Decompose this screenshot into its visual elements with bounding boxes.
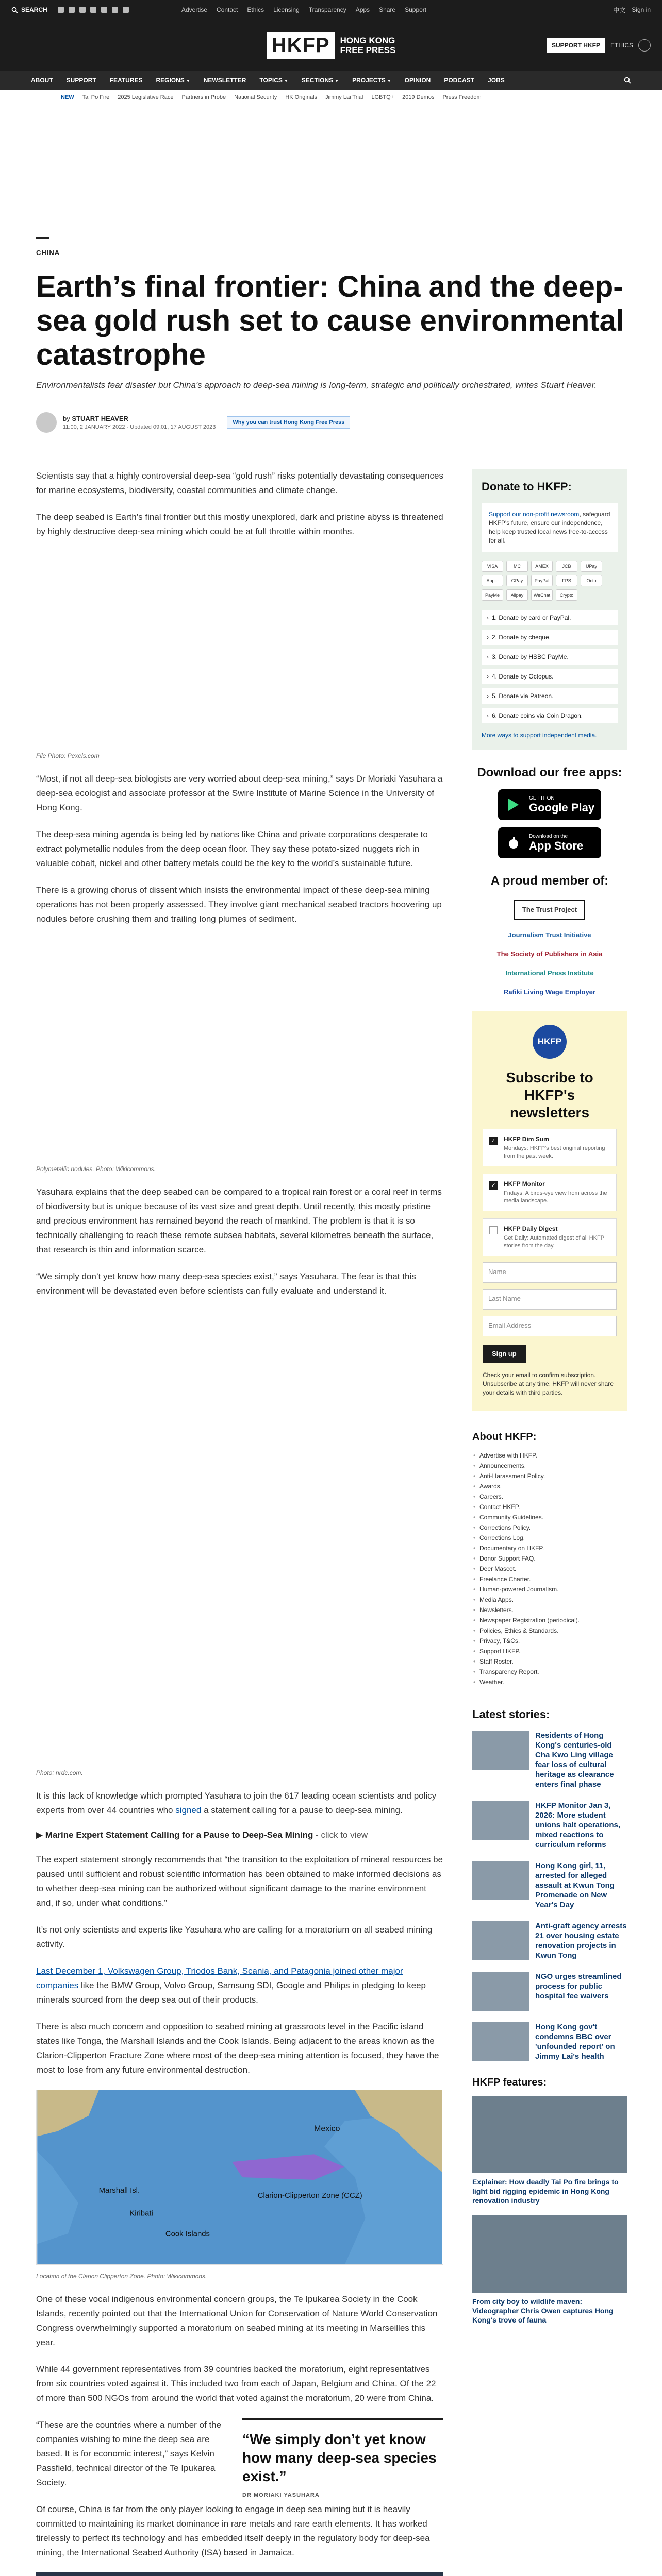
trending-link[interactable]: 2019 Demos — [402, 94, 435, 100]
more-ways-link[interactable]: More ways to support independent media. — [482, 732, 597, 739]
newsletter-logo: HKFP — [533, 1025, 567, 1059]
nav-label: SECTIONS — [301, 77, 334, 84]
utility-link[interactable]: Share — [379, 6, 396, 13]
about-list — [472, 1450, 627, 1687]
search-label: SEARCH — [21, 6, 47, 13]
trending-link[interactable]: HK Originals — [285, 94, 318, 100]
trust-promo-button[interactable]: Why you can trust Hong Kong Free Press — [227, 416, 350, 429]
member-logo[interactable] — [472, 900, 627, 920]
paragraph: “These are the countries where a number of the companies wishing to mine the deep sea are based. It is for economic interest,” says Kelvin Passfield, technical director of the Te Ipukarea Society. — [36, 2420, 222, 2487]
story-thumbnail[interactable] — [472, 1921, 529, 1960]
about-link[interactable]: • Support HKFP. — [472, 1646, 627, 1656]
article-title: Earth’s final frontier: China and the deep-sea gold rush set to cause environmental catastrophe — [36, 270, 624, 371]
story-title[interactable]: NGO urges streamlined process for public hospital fee waivers — [535, 1972, 622, 2001]
newsletter-option[interactable] — [483, 1174, 617, 1211]
payment-logo: Apple — [482, 575, 503, 586]
paragraph: Scientists say that a highly controversial deep-sea “gold rush” risks potentially devastating consequences for marine ecosystems, biodiversity, coastal communities and climate change. — [36, 471, 443, 495]
story-title[interactable]: Hong Kong gov't condemns BBC over 'unfounded report' on Jimmy Lai's health — [535, 2023, 615, 2061]
member-logo-text: Journalism Trust Initiative — [508, 931, 591, 939]
story-item[interactable] — [472, 1731, 627, 1789]
article-body — [36, 469, 443, 2576]
utility-link[interactable]: Advertise — [181, 6, 208, 13]
about-link[interactable]: • Media Apps. — [472, 1595, 627, 1605]
article-image — [36, 1311, 443, 1764]
member-logo-text: Rafiki Living Wage Employer — [504, 988, 595, 996]
utility-link[interactable]: Contact — [217, 6, 238, 13]
protest-photo — [36, 2572, 443, 2576]
member-title: A proud member of: — [490, 874, 609, 888]
store-big: App Store — [529, 839, 584, 852]
donate-option[interactable] — [482, 649, 618, 665]
payment-logos — [482, 561, 618, 601]
search-icon[interactable] — [624, 77, 631, 84]
member-logo[interactable] — [472, 931, 627, 939]
donate-option[interactable] — [482, 669, 618, 684]
social-icons — [58, 7, 129, 13]
story-thumbnail[interactable] — [472, 2022, 529, 2061]
about-link[interactable]: • Human-powered Journalism. — [472, 1584, 627, 1595]
story-item[interactable] — [472, 1861, 627, 1910]
member-logo[interactable] — [472, 988, 627, 996]
paragraph: Of course, China is far from the only player looking to engage in deep sea mining but it is heavily committed to maintaining its market dominance in rare metals and rare earth elements. It has worked tirelessly to perfect its technology and has embedded itself deeply in the regulatory body for deep-sea mining, the International Seabed Authority (ISA) based in Jamaica. — [36, 2504, 430, 2557]
payment-logo: JCB — [556, 561, 577, 572]
chevron-down-icon: ▼ — [186, 79, 190, 83]
nav-item[interactable]: FEATURES — [109, 77, 143, 84]
about-link[interactable]: • Announcements. — [472, 1461, 627, 1471]
support-hkfp-button[interactable]: SUPPORT HKFP — [547, 38, 605, 53]
story-title[interactable]: HKFP Monitor Jan 3, 2026: More student unions halt operations, mixed reactions to curriculum reforms — [535, 1801, 621, 1849]
story-thumbnail[interactable] — [472, 1861, 529, 1900]
newsletter-name: HKFP Dim Sum — [504, 1136, 549, 1143]
checkbox-checked-icon[interactable]: ✓ — [489, 1181, 498, 1190]
utility-link[interactable]: Ethics — [247, 6, 264, 13]
top-bar — [0, 0, 662, 20]
paragraph: The expert statement strongly recommends that “the transition to the exploitation of mineral resources be paused until sufficient and robust scientific information has been obtained to make informed decisions as to whether deep-sea mining can be authorized without significant damage to the marine environment and, if so, under what conditions.” — [36, 1855, 443, 1908]
newsletter-option[interactable] — [483, 1129, 617, 1166]
donate-options — [482, 610, 618, 723]
chevron-down-icon: ▼ — [387, 79, 391, 83]
twitter-icon[interactable] — [58, 7, 64, 13]
logo-text — [340, 36, 396, 55]
rss-icon[interactable] — [123, 7, 129, 13]
payment-logo: PayPal — [531, 575, 553, 586]
paragraph: “We simply don’t yet know how many deep-sea species exist,” says Yasuhara. The fear is that this environment will be devastated even before scientists can fully evaluate and understand it. — [36, 1272, 416, 1296]
paragraph — [36, 1964, 443, 2007]
about-link[interactable]: • Donor Support FAQ. — [472, 1553, 627, 1564]
statement-title: Marine Expert Statement Calling for a Pause to Deep-Sea Mining — [45, 1830, 313, 1840]
article-image — [36, 551, 443, 747]
about-link[interactable]: • Policies, Ethics & Standards. — [472, 1625, 627, 1636]
nav-item[interactable]: SUPPORT — [66, 77, 96, 84]
newsletter-name: HKFP Monitor — [504, 1180, 545, 1188]
search-button[interactable] — [11, 6, 47, 13]
payment-logo: Alipay — [506, 589, 528, 601]
nav-label: TOPICS — [259, 77, 283, 84]
donate-option-label: 6. Donate coins via Coin Dragon. — [492, 712, 583, 719]
paragraph: There is also much concern and opposition to seabed mining at grassroots level in the Pacific island states like Tonga, the Marshall Islands and the Cook Islands. Being adjacent to the areas known as the Clarion-Clipperton Fracture Zone where most of the deep-sea mining attention is focused, they have the most to lose from any future environmental destruction. — [36, 2022, 439, 2075]
trending-link[interactable]: Press Freedom — [442, 94, 482, 100]
story-title[interactable]: Residents of Hong Kong's centuries-old Cha Kwo Ling village fear loss of cultural heritage as clearance enters final phase — [535, 1731, 614, 1789]
instagram-icon[interactable] — [79, 7, 86, 13]
language-switch[interactable]: 中文 — [613, 6, 626, 14]
signed-link[interactable]: signed — [175, 1805, 202, 1815]
map-label: Clarion-Clipperton Zone (CCZ) — [257, 2191, 362, 2200]
payment-logo: WeChat — [531, 589, 553, 601]
trending-link[interactable]: 2025 Legislative Race — [118, 94, 174, 100]
donate-option-label: 5. Donate via Patreon. — [492, 692, 554, 700]
about-link[interactable]: • Transparency Report. — [472, 1667, 627, 1677]
logo-line-2: FREE PRESS — [340, 45, 396, 55]
logo-mark: HKFP — [267, 32, 335, 59]
name-field[interactable]: Name — [483, 1262, 617, 1283]
map-label: Mexico — [314, 2124, 340, 2133]
utility-links — [181, 6, 613, 13]
byline — [0, 412, 662, 433]
feature-image[interactable] — [472, 2096, 627, 2173]
payment-logo: AMEX — [531, 561, 553, 572]
about-link[interactable]: • Corrections Log. — [472, 1533, 627, 1543]
payment-logo: MC — [506, 561, 528, 572]
donate-option[interactable] — [482, 610, 618, 625]
member-logo[interactable] — [472, 969, 627, 977]
donate-option-label: 4. Donate by Octopus. — [492, 673, 554, 680]
story-item[interactable] — [472, 2022, 627, 2061]
newsletter-option[interactable] — [483, 1218, 617, 1256]
story-thumbnail[interactable] — [472, 1731, 529, 1770]
feature-item[interactable] — [472, 2096, 627, 2205]
checkbox-icon[interactable] — [489, 1226, 498, 1234]
map-label: Marshall Isl. — [98, 2186, 140, 2195]
google-play-button[interactable] — [498, 789, 601, 820]
logo-line-1: HONG KONG — [340, 36, 395, 45]
about-link[interactable]: • Weather. — [472, 1677, 627, 1687]
trending-link[interactable]: Jimmy Lai Trial — [325, 94, 363, 100]
new-label: NEW — [61, 94, 74, 100]
ethics-link[interactable]: ETHICS — [610, 42, 633, 49]
latest-stories — [472, 1708, 627, 2061]
member-logo[interactable] — [472, 950, 627, 958]
features-title: HKFP features: — [472, 2077, 547, 2088]
features-list — [472, 2096, 627, 2325]
google-play-icon — [506, 798, 521, 812]
donate-option-label: 3. Donate by HSBC PayMe. — [492, 653, 569, 660]
about-link[interactable]: • Freelance Charter. — [472, 1574, 627, 1584]
paragraph: The deep seabed is Earth’s final frontier but this mostly unexplored, dark and pristine abyss is threatened by highly destructive deep-sea mining which could be at full throttle within months. — [36, 512, 443, 536]
store-small: Download on the — [529, 833, 568, 839]
nav-item-topics[interactable] — [259, 77, 288, 84]
about-link[interactable]: • Careers. — [472, 1492, 627, 1502]
payment-logo: VISA — [482, 561, 503, 572]
utility-link[interactable]: Apps — [355, 6, 370, 13]
story-item[interactable] — [472, 1972, 627, 2011]
story-title[interactable]: Anti-graft agency arrests 21 over housing estate renovation projects in Kwun Tong — [535, 1922, 627, 1960]
text: a statement calling for a pause to deep-sea mining. — [201, 1805, 403, 1815]
feature-item[interactable] — [472, 2215, 627, 2325]
utility-link[interactable]: Transparency — [308, 6, 346, 13]
nav-item-regions[interactable] — [156, 77, 190, 84]
apps-title: Download our free apps: — [477, 766, 622, 779]
map-label: Kiribati — [129, 2209, 153, 2218]
newsletter-name: HKFP Daily Digest — [504, 1225, 558, 1232]
about-link[interactable]: • Newspaper Registration (periodical). — [472, 1615, 627, 1625]
trending-bar — [0, 90, 662, 105]
author-name[interactable]: STUART HEAVER — [72, 415, 128, 422]
author-avatar — [36, 412, 57, 433]
map-label: Cook Islands — [165, 2230, 210, 2239]
text: like the BMW Group, Volvo Group, Samsung SDI, Google and Philips in pledging to keep minerals sourced from the deep sea out of their products. — [36, 1980, 426, 2005]
about-link[interactable]: • Newsletters. — [472, 1605, 627, 1615]
threads-icon[interactable] — [90, 7, 96, 13]
nav-item-projects[interactable] — [352, 77, 391, 84]
email-icon[interactable] — [112, 7, 118, 13]
pull-quote-attribution: DR MORIAKI YASUHARA — [242, 2492, 320, 2498]
donate-blurb — [482, 503, 618, 552]
image-caption: Location of the Clarion Clipperton Zone. Photo: Wikicommons. — [36, 2273, 207, 2280]
arrow-right-icon: › — [487, 673, 489, 680]
arrow-right-icon: › — [487, 634, 489, 641]
about-link[interactable]: • Corrections Policy. — [472, 1522, 627, 1533]
story-title[interactable]: Hong Kong girl, 11, arrested for alleged assault at Kwun Tong Promenade on New Year's Day — [535, 1861, 615, 1909]
about-link[interactable]: • Contact HKFP. — [472, 1502, 627, 1512]
store-big: Google Play — [529, 801, 595, 814]
utility-link[interactable]: Licensing — [273, 6, 300, 13]
paragraph — [36, 1789, 443, 1818]
newsletter-desc: Get Daily: Automated digest of all HKFP stories from the day. — [504, 1235, 604, 1249]
payment-logo: UPay — [581, 561, 602, 572]
about-link[interactable]: • Anti-Harassment Policy. — [472, 1471, 627, 1481]
about-link[interactable]: • Documentary on HKFP. — [472, 1543, 627, 1553]
companies-link[interactable]: Last December 1, Volkswagen Group, Triodos Bank, Scania, and Patagonia joined other major companies — [36, 1966, 403, 1990]
paragraph: While 44 government representatives from 39 countries backed the moratorium, eight representatives from six countries voted against it. This included two from each of Japan, Belgium and China. Of the 22 of more than 500 NGOs from around the world that voted against the moratorium, 20 were from China. — [36, 2364, 436, 2403]
about-link[interactable]: • Staff Roster. — [472, 1656, 627, 1667]
site-header — [0, 20, 662, 71]
image-caption: Polymetallic nodules. Photo: Wikicommons. — [36, 1165, 156, 1173]
member-logo-text: The Trust Project — [514, 900, 585, 920]
feature-title[interactable]: From city boy to wildlife maven: Videographer Chris Owen captures Hong Kong's trove of fauna — [472, 2297, 614, 2324]
email-field[interactable]: Email Address — [483, 1316, 617, 1336]
paragraph: One of these vocal indigenous environmental concern groups, the Te Ipukarea Society in the Cook Islands, recently pointed out that the International Union for Conservation of Nature World Conservation Congress overwhelmingly supported a moratorium on seabed mining at its meeting in Marseilles this year. — [36, 2294, 438, 2347]
nav-item[interactable]: PODCAST — [444, 77, 475, 84]
app-store-button[interactable] — [498, 827, 601, 858]
about-link[interactable]: • Advertise with HKFP. — [472, 1450, 627, 1461]
byline-prefix: by — [63, 415, 70, 422]
payment-logo: GPay — [506, 575, 528, 586]
about-title: About HKFP: — [472, 1431, 537, 1443]
utility-link[interactable]: Support — [405, 6, 427, 13]
chevron-down-icon: ▼ — [284, 79, 288, 83]
nav-item[interactable]: OPINION — [404, 77, 431, 84]
nav-item[interactable]: JOBS — [488, 77, 505, 84]
sidebar — [472, 469, 627, 2335]
quote-section — [36, 2418, 443, 2502]
payment-logo: Octo — [581, 575, 602, 586]
youtube-icon[interactable] — [101, 7, 107, 13]
trending-link[interactable]: National Security — [234, 94, 277, 100]
store-small: GET IT ON — [529, 795, 555, 801]
paragraph: “Most, if not all deep-sea biologists are very worried about deep-sea mining,” says Dr Moriaki Yasuhara a deep-sea ecologist and associate professor at the Swire Institute of Marine Science in the University of Hong Kong. — [36, 774, 443, 812]
last-name-field[interactable]: Last Name — [483, 1289, 617, 1310]
donate-option[interactable] — [482, 708, 618, 723]
about-link[interactable]: • Deer Mascot. — [472, 1564, 627, 1574]
statement-toggle[interactable]: ▶ Marine Expert Statement Calling for a Pause to Deep-Sea Mining - click to view — [36, 1830, 368, 1840]
arrow-right-icon: › — [487, 692, 489, 700]
pull-quote — [242, 2418, 443, 2502]
paragraph: It’s not only scientists and experts like Yasuhara who are calling for a moratorium on all seabed mining activity. — [36, 1925, 433, 1949]
image-caption: File Photo: Pexels.com — [36, 752, 100, 759]
article-image — [36, 939, 443, 1160]
paragraph: There is a growing chorus of dissent which insists the environmental impact of these deep-sea mining operations has not been properly assessed. They involve giant mechanical seabed tractors hoovering up nodules before crushing them and trailing long plumes of sediment. — [36, 885, 442, 924]
story-thumbnail[interactable] — [472, 1972, 529, 2011]
payment-logo: FPS — [556, 575, 577, 586]
story-item[interactable] — [472, 1921, 627, 1960]
nav-item[interactable]: ABOUT — [31, 77, 53, 84]
signin-link[interactable]: Sign in — [632, 6, 651, 13]
article-dates: 11:00, 2 JANUARY 2022 · Updated 09:01, 17 AUGUST 2023 — [63, 424, 216, 430]
article-header — [0, 237, 662, 392]
author — [63, 415, 216, 422]
donate-option-label: 2. Donate by cheque. — [492, 634, 551, 641]
latest-title: Latest stories: — [472, 1708, 550, 1721]
arrow-right-icon: › — [487, 614, 489, 621]
facebook-icon[interactable] — [69, 7, 75, 13]
article-lede: Environmentalists fear disaster but China's approach to deep-sea mining is long-term, strategic and politically orchestrated, writes Stuart Heaver. — [36, 380, 597, 390]
donate-title: Donate to HKFP: — [482, 480, 572, 493]
site-logo[interactable] — [267, 32, 396, 59]
nav-item-sections[interactable] — [302, 77, 339, 84]
arrow-right-icon: › — [487, 712, 489, 719]
donate-box — [472, 469, 627, 750]
about-link[interactable]: • Awards. — [472, 1481, 627, 1492]
story-item[interactable] — [472, 1801, 627, 1850]
member-logo-text: The Society of Publishers in Asia — [496, 950, 603, 958]
newsletter-desc: Fridays: A birds-eye view from across the media landscape. — [504, 1190, 607, 1204]
trending-link[interactable]: Partners in Probe — [181, 94, 226, 100]
statement-sub: - click to view — [313, 1830, 368, 1840]
payment-logo: PayMe — [482, 589, 503, 601]
trending-link[interactable]: Tai Po Fire — [82, 94, 110, 100]
text: It is this lack of knowledge which prompted Yasuhara to join the 617 leading ocean scientists and policy experts from over 44 countries who — [36, 1791, 437, 1815]
member-logo-text: International Press Institute — [505, 969, 594, 977]
newsletter-box — [472, 1011, 627, 1411]
arrow-right-icon: › — [487, 653, 489, 660]
main-nav — [0, 71, 662, 90]
nav-label: PROJECTS — [352, 77, 386, 84]
image-caption: Photo: nrdc.com. — [36, 1769, 83, 1776]
checkbox-checked-icon[interactable]: ✓ — [489, 1137, 498, 1145]
newsletter-desc: Mondays: HKFP's best original reporting from the past week. — [504, 1145, 605, 1159]
features-section — [472, 2077, 627, 2325]
apple-icon — [506, 836, 521, 850]
paragraph: Yasuhara explains that the deep seabed can be compared to a tropical rain forest or a coral reef in terms of biodiversity but is unique because of its vast size and great depth. Until recently, this mostly pristine and precious environment has remained beyond the reach of mankind. The problem is that it is so technically challenging to reach these remote subsea habitats, several kilometres beneath the surface, that research is thin and information scarce. — [36, 1187, 442, 1255]
kicker-rule — [36, 237, 49, 239]
trending-link[interactable]: LGBTQ+ — [371, 94, 394, 100]
about-section — [472, 1431, 627, 1687]
story-thumbnail[interactable] — [472, 1801, 529, 1840]
ccz-map — [36, 2090, 443, 2265]
donate-blurb-text: , safeguard HKFP's future, ensure our independence, help keep trusted local news free-to-access for all. — [489, 511, 610, 544]
donate-option-label: 1. Donate by card or PayPal. — [492, 614, 571, 621]
donate-option[interactable] — [482, 688, 618, 704]
newsletter-title: Subscribe to HKFP's newsletters — [506, 1070, 593, 1121]
signup-button[interactable]: Sign up — [483, 1345, 526, 1363]
feature-image[interactable] — [472, 2215, 627, 2293]
feature-title[interactable]: Explainer: How deadly Tai Po fire brings to light bid rigging epidemic in Hong Kong renovation industry — [472, 2178, 619, 2205]
latest-list — [472, 1731, 627, 2061]
paragraph: The deep-sea mining agenda is being led by nations like China and private corporations desperate to extract polymetallic nodules from the deep ocean floor. They say these potato-sized nuggets rich in valuable cobalt, nickel and other battery metals could be the key to the world’s sustainable future. — [36, 829, 428, 868]
nav-item[interactable]: NEWSLETTER — [203, 77, 246, 84]
donate-option[interactable] — [482, 630, 618, 645]
nav-label: REGIONS — [156, 77, 185, 84]
search-icon — [11, 7, 18, 13]
about-link[interactable]: • Community Guidelines. — [472, 1512, 627, 1522]
payment-logo: Crypto — [556, 589, 577, 601]
donate-blurb-link[interactable]: Support our non-profit newsroom — [489, 511, 580, 518]
chevron-down-icon: ▼ — [335, 79, 339, 83]
article-kicker[interactable]: CHINA — [36, 249, 60, 257]
about-link[interactable]: • Privacy, T&Cs. — [472, 1636, 627, 1646]
pull-quote-text: “We simply don’t yet know how many deep-sea species exist.” — [242, 2431, 437, 2484]
newsletter-fine-print: Check your email to confirm subscription. Unsubscribe at any time. HKFP will never share your details with third parties. — [483, 1371, 614, 1396]
user-icon[interactable] — [638, 39, 651, 52]
